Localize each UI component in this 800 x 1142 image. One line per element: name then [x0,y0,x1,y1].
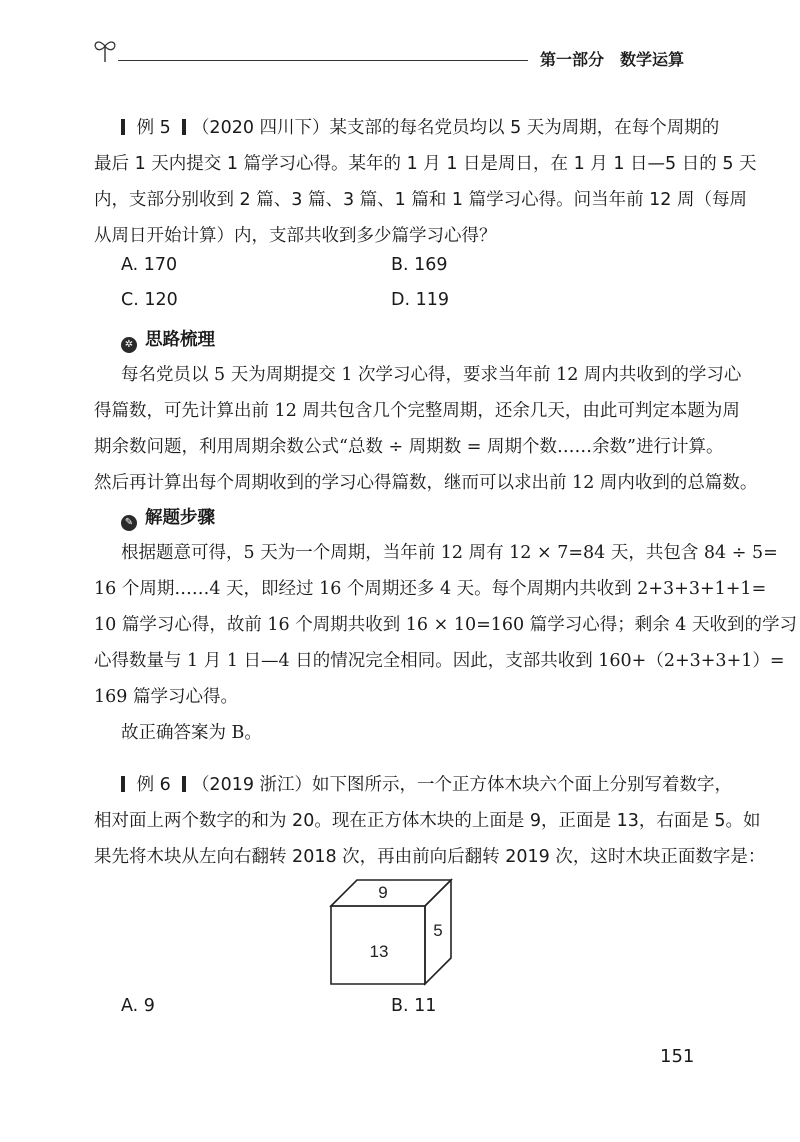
answer-line: 故正确答案为 B。 [121,723,262,743]
pencil-icon: ✎ [121,515,137,531]
thinking-line-3: 期余数问题，利用周期余数公式“总数 ÷ 周期数 = 周期个数……余数”进行计算。 [94,437,724,457]
steps-line-2: 16 个周期……4 天，即经过 16 个周期还多 4 天。每个周期内共收到 2+3+3+1+1= [94,579,767,599]
header-title: 第一部分 数学运算 [540,50,685,69]
example-5-line-4: 从周日开始计算）内，支部共收到多少篇学习心得？ [94,226,497,246]
example-5-line-2: 最后 1 天内提交 1 篇学习心得。某年的 1 月 1 日是周日，在 1 月 1 日—5 日的 5 天 [94,154,757,174]
cube-right-number: 5 [433,921,443,940]
steps-line-1: 根据题意可得，5 天为一个周期，当年前 12 周有 12 × 7=84 天，共包含 84 ÷ 5= [121,543,778,563]
example-6-line-1: （2019 浙江）如下图所示，一个正方体木块六个面上分别写着数字， [191,775,733,795]
steps-heading [121,504,215,531]
steps-line-5: 169 篇学习心得。 [94,687,238,707]
cube-figure [325,874,465,996]
option-d: D. 119 [391,290,450,310]
sprout-icon [90,34,120,68]
header-rule [118,60,528,61]
ex6-option-a: A. 9 [121,996,155,1016]
steps-line-4: 心得数量与 1 月 1 日—4 日的情况完全相同。因此，支部共收到 160+（2+3+3+1）= [94,651,785,671]
cube-top-number: 9 [378,883,388,902]
gear-icon: ✲ [121,337,137,353]
steps-line-3: 10 篇学习心得，故前 16 个周期共收到 16 × 10=160 篇学习心得；剩余 4 天收到的学习 [94,615,797,635]
example-6-line-3: 果先将木块从左向右翻转 2018 次，再由前向后翻转 2019 次，这时木块正面数字是： [94,847,766,867]
example-6-label: 例 6 [136,775,171,795]
option-c: C. 120 [121,290,178,310]
thinking-line-2: 得篇数，可先计算出前 12 周共包含几个完整周期，还余几天，由此可判定本题为周 [94,401,740,421]
label-bar-left [121,119,125,135]
example-5-question-line-1 [121,114,719,139]
example-5-line-3: 内，支部分别收到 2 篇、3 篇、3 篇、1 篇和 1 篇学习心得。问当年前 12 周（每周 [94,190,748,210]
thinking-line-1: 每名党员以 5 天为周期提交 1 次学习心得，要求当年前 12 周内共收到的学习心 [121,365,742,385]
label-bar-left [121,776,125,792]
example-6-line-2: 相对面上两个数字的和为 20。现在正方体木块的上面是 9，正面是 13，右面是 5。如 [94,811,761,831]
thinking-heading [121,326,215,353]
label-bar-right [182,776,186,792]
example-5-line-1: （2020 四川下）某支部的每名党员均以 5 天为周期，在每个周期的 [191,118,720,138]
label-bar-right [182,119,186,135]
option-a: A. 170 [121,255,178,275]
thinking-heading-text: 思路梳理 [145,330,215,350]
thinking-line-4: 然后再计算出每个周期收到的学习心得篇数，继而可以求出前 12 周内收到的总篇数。 [94,473,758,493]
cube-top-face [331,880,451,906]
page-number: 151 [660,1046,695,1067]
steps-heading-text: 解题步骤 [145,508,215,528]
cube-front-number: 13 [369,942,389,961]
option-b: B. 169 [391,255,448,275]
example-5-label: 例 5 [136,118,171,138]
example-6-question-line-1 [121,771,732,796]
ex6-option-b: B. 11 [391,996,437,1016]
